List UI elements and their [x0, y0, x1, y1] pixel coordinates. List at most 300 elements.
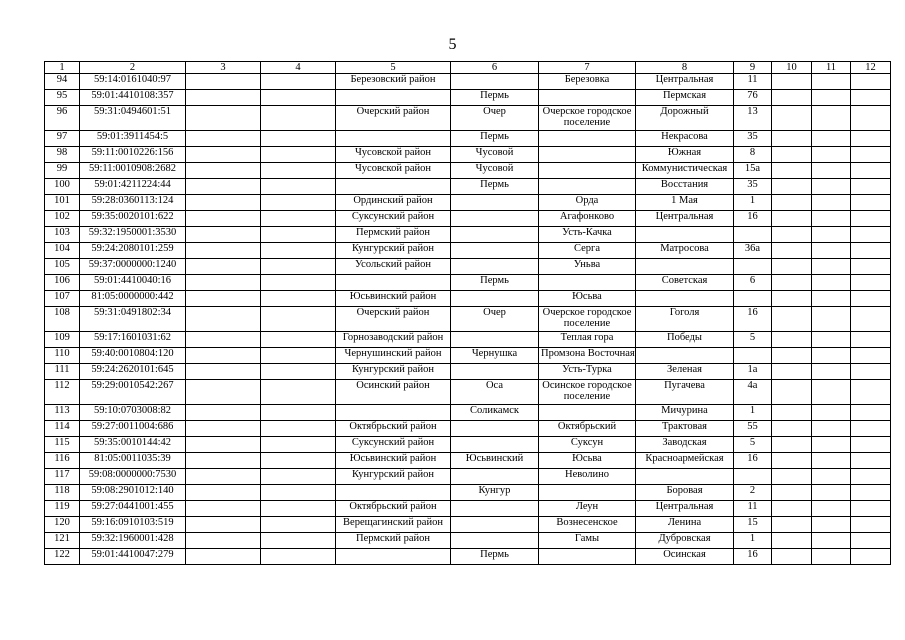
column-header-6: 6 — [451, 62, 539, 74]
cell-row-number: 116 — [45, 453, 80, 469]
cell-street: Трактовая — [636, 421, 734, 437]
cell-street: Центральная — [636, 211, 734, 227]
cell-col-4 — [261, 90, 336, 106]
cell-house-number: 2 — [734, 485, 772, 501]
table-row — [45, 469, 891, 485]
cell-col-3 — [186, 211, 261, 227]
cell-col-10 — [772, 501, 812, 517]
cell-house-number: 1 — [734, 405, 772, 421]
cell-col-4 — [261, 74, 336, 90]
cell-col-12 — [851, 332, 891, 348]
cell-col-11 — [812, 501, 851, 517]
cell-settlement — [539, 163, 636, 179]
cell-col-3 — [186, 421, 261, 437]
cell-col-12 — [851, 380, 891, 405]
cell-col-10 — [772, 405, 812, 421]
cell-col-12 — [851, 211, 891, 227]
cell-street: Коммунистическая — [636, 163, 734, 179]
cell-house-number: 16 — [734, 453, 772, 469]
header-row — [45, 62, 891, 74]
cell-street — [636, 259, 734, 275]
cell-district: Октябрьский район — [336, 421, 451, 437]
cell-col-11 — [812, 517, 851, 533]
cell-col-12 — [851, 227, 891, 243]
cell-city — [451, 195, 539, 211]
cell-col-3 — [186, 307, 261, 332]
table-row — [45, 517, 891, 533]
column-header-11: 11 — [812, 62, 851, 74]
table-row — [45, 437, 891, 453]
cell-col-11 — [812, 106, 851, 131]
cell-city — [451, 243, 539, 259]
cell-col-12 — [851, 307, 891, 332]
cell-row-number: 101 — [45, 195, 80, 211]
cell-house-number: 11 — [734, 501, 772, 517]
cell-col-4 — [261, 163, 336, 179]
cell-col-11 — [812, 348, 851, 364]
cell-settlement: Юсьва — [539, 291, 636, 307]
cell-district: Суксунский район — [336, 211, 451, 227]
cell-row-number: 122 — [45, 549, 80, 565]
cell-settlement: Осинское городское поселение — [539, 380, 636, 405]
cell-col-10 — [772, 380, 812, 405]
cell-col-11 — [812, 332, 851, 348]
table-row — [45, 163, 891, 179]
cell-house-number: 36а — [734, 243, 772, 259]
cell-col-11 — [812, 469, 851, 485]
cell-cadastral-number: 59:40:0010804:120 — [80, 348, 186, 364]
cell-city: Чернушка — [451, 348, 539, 364]
cell-cadastral-number: 59:32:1960001:428 — [80, 533, 186, 549]
cell-col-10 — [772, 259, 812, 275]
cell-settlement: Усть-Турка — [539, 364, 636, 380]
cell-col-4 — [261, 259, 336, 275]
cell-district — [336, 90, 451, 106]
cell-col-10 — [772, 533, 812, 549]
cell-city — [451, 291, 539, 307]
cell-col-11 — [812, 291, 851, 307]
table-row — [45, 227, 891, 243]
cell-cadastral-number: 59:10:0703008:82 — [80, 405, 186, 421]
cell-city — [451, 332, 539, 348]
cell-city — [451, 364, 539, 380]
cell-col-4 — [261, 485, 336, 501]
cell-house-number: 5 — [734, 437, 772, 453]
cell-col-4 — [261, 195, 336, 211]
cell-row-number: 110 — [45, 348, 80, 364]
cell-col-10 — [772, 421, 812, 437]
cell-col-11 — [812, 131, 851, 147]
cell-col-3 — [186, 163, 261, 179]
cell-settlement: Усть-Качка — [539, 227, 636, 243]
cell-col-4 — [261, 275, 336, 291]
column-header-3: 3 — [186, 62, 261, 74]
cell-house-number: 1а — [734, 364, 772, 380]
cell-row-number: 109 — [45, 332, 80, 348]
cell-district: Горнозаводский район — [336, 332, 451, 348]
cell-col-11 — [812, 364, 851, 380]
cell-col-12 — [851, 549, 891, 565]
cell-settlement: Очерское городское поселение — [539, 106, 636, 131]
cell-cadastral-number: 59:35:0010144:42 — [80, 437, 186, 453]
cell-col-3 — [186, 348, 261, 364]
table-row — [45, 364, 891, 380]
cell-house-number: 35 — [734, 179, 772, 195]
cell-col-11 — [812, 243, 851, 259]
cell-settlement — [539, 179, 636, 195]
cell-house-number: 16 — [734, 307, 772, 332]
cell-col-3 — [186, 195, 261, 211]
cell-col-3 — [186, 106, 261, 131]
cell-cadastral-number: 59:01:4211224:44 — [80, 179, 186, 195]
cell-col-12 — [851, 348, 891, 364]
cell-col-10 — [772, 179, 812, 195]
cell-district: Юсьвинский район — [336, 453, 451, 469]
cell-district: Ординский район — [336, 195, 451, 211]
cell-street: Мичурина — [636, 405, 734, 421]
cell-cadastral-number: 59:28:0360113:124 — [80, 195, 186, 211]
cell-city: Пермь — [451, 131, 539, 147]
cell-col-11 — [812, 405, 851, 421]
cell-house-number: 8 — [734, 147, 772, 163]
cell-city — [451, 421, 539, 437]
cell-col-11 — [812, 421, 851, 437]
cell-settlement: Юсьва — [539, 453, 636, 469]
table-row — [45, 533, 891, 549]
cell-cadastral-number: 59:24:2080101:259 — [80, 243, 186, 259]
cell-col-3 — [186, 533, 261, 549]
cell-street: Осинская — [636, 549, 734, 565]
cell-col-10 — [772, 90, 812, 106]
cell-street: Восстания — [636, 179, 734, 195]
cell-cadastral-number: 81:05:0000000:442 — [80, 291, 186, 307]
table-row — [45, 549, 891, 565]
cell-col-11 — [812, 307, 851, 332]
cell-street: Дорожный — [636, 106, 734, 131]
cell-house-number: 6 — [734, 275, 772, 291]
cell-settlement — [539, 90, 636, 106]
cell-house-number: 15 — [734, 517, 772, 533]
cell-col-4 — [261, 364, 336, 380]
cell-col-4 — [261, 307, 336, 332]
cell-col-3 — [186, 485, 261, 501]
table-row — [45, 405, 891, 421]
cell-col-10 — [772, 211, 812, 227]
cell-col-3 — [186, 259, 261, 275]
cell-col-10 — [772, 469, 812, 485]
cell-city: Кунгур — [451, 485, 539, 501]
cell-col-4 — [261, 533, 336, 549]
cell-house-number: 1 — [734, 533, 772, 549]
cell-house-number — [734, 348, 772, 364]
cell-col-12 — [851, 74, 891, 90]
cell-col-3 — [186, 243, 261, 259]
cell-house-number: 15а — [734, 163, 772, 179]
cell-row-number: 121 — [45, 533, 80, 549]
cell-district: Пермский район — [336, 227, 451, 243]
table-row — [45, 307, 891, 332]
cell-row-number: 114 — [45, 421, 80, 437]
cell-city: Соликамск — [451, 405, 539, 421]
table-row — [45, 131, 891, 147]
page-number: 5 — [448, 36, 457, 53]
cell-street: Центральная — [636, 501, 734, 517]
cell-house-number: 4а — [734, 380, 772, 405]
cell-street — [636, 291, 734, 307]
cell-district — [336, 549, 451, 565]
cell-row-number: 107 — [45, 291, 80, 307]
cell-col-12 — [851, 259, 891, 275]
cell-col-11 — [812, 163, 851, 179]
cell-col-10 — [772, 131, 812, 147]
cell-street: Дубровская — [636, 533, 734, 549]
cell-street: Пермская — [636, 90, 734, 106]
cell-settlement — [539, 405, 636, 421]
cell-col-12 — [851, 533, 891, 549]
cell-row-number: 98 — [45, 147, 80, 163]
cell-row-number: 118 — [45, 485, 80, 501]
cell-col-12 — [851, 469, 891, 485]
cell-city: Чусовой — [451, 163, 539, 179]
cell-street: Центральная — [636, 74, 734, 90]
cell-col-4 — [261, 131, 336, 147]
cell-col-10 — [772, 549, 812, 565]
cell-district: Кунгурский район — [336, 243, 451, 259]
cell-col-3 — [186, 332, 261, 348]
cell-cadastral-number: 59:08:0000000:7530 — [80, 469, 186, 485]
cell-col-11 — [812, 211, 851, 227]
table-row — [45, 179, 891, 195]
cell-col-3 — [186, 227, 261, 243]
cell-row-number: 104 — [45, 243, 80, 259]
cell-house-number — [734, 259, 772, 275]
cell-col-3 — [186, 501, 261, 517]
cell-street: Пугачева — [636, 380, 734, 405]
column-header-1: 1 — [45, 62, 80, 74]
cell-col-10 — [772, 332, 812, 348]
cell-settlement: Очерское городское поселение — [539, 307, 636, 332]
cell-col-4 — [261, 469, 336, 485]
cell-col-4 — [261, 227, 336, 243]
cell-row-number: 115 — [45, 437, 80, 453]
cell-col-11 — [812, 227, 851, 243]
table-row — [45, 195, 891, 211]
cell-cadastral-number: 59:14:0161040:97 — [80, 74, 186, 90]
cell-col-12 — [851, 485, 891, 501]
cell-col-11 — [812, 74, 851, 90]
cell-cadastral-number: 59:11:0010226:156 — [80, 147, 186, 163]
cell-col-3 — [186, 364, 261, 380]
column-header-5: 5 — [336, 62, 451, 74]
cell-settlement — [539, 549, 636, 565]
cell-col-12 — [851, 437, 891, 453]
cell-settlement: Промзона Восточная — [539, 348, 636, 364]
cell-col-12 — [851, 275, 891, 291]
cell-district: Березовский район — [336, 74, 451, 90]
cell-street: Гоголя — [636, 307, 734, 332]
table-body — [45, 74, 891, 565]
cell-col-10 — [772, 163, 812, 179]
cell-col-12 — [851, 501, 891, 517]
cell-col-3 — [186, 291, 261, 307]
cell-house-number: 76 — [734, 90, 772, 106]
cell-cadastral-number: 59:27:0441001:455 — [80, 501, 186, 517]
cell-col-10 — [772, 453, 812, 469]
cell-district: Кунгурский район — [336, 469, 451, 485]
cell-row-number: 100 — [45, 179, 80, 195]
cell-district: Верещагинский район — [336, 517, 451, 533]
cell-row-number: 95 — [45, 90, 80, 106]
cell-row-number: 96 — [45, 106, 80, 131]
column-header-4: 4 — [261, 62, 336, 74]
cell-cadastral-number: 59:24:2620101:645 — [80, 364, 186, 380]
cell-district: Чернушинский район — [336, 348, 451, 364]
cell-col-12 — [851, 163, 891, 179]
cell-house-number: 35 — [734, 131, 772, 147]
cell-cadastral-number: 59:31:0494601:51 — [80, 106, 186, 131]
cell-cadastral-number: 59:08:2901012:140 — [80, 485, 186, 501]
table-row — [45, 259, 891, 275]
cell-city: Юсьвинский — [451, 453, 539, 469]
cell-row-number: 112 — [45, 380, 80, 405]
table-row — [45, 90, 891, 106]
cell-col-11 — [812, 179, 851, 195]
cell-district: Очерский район — [336, 307, 451, 332]
cell-district: Чусовской район — [336, 147, 451, 163]
cell-row-number: 99 — [45, 163, 80, 179]
cell-city — [451, 501, 539, 517]
cell-col-12 — [851, 517, 891, 533]
cell-cadastral-number: 59:11:0010908:2682 — [80, 163, 186, 179]
cell-district: Пермский район — [336, 533, 451, 549]
cell-row-number: 113 — [45, 405, 80, 421]
cell-street: Советская — [636, 275, 734, 291]
cell-col-4 — [261, 106, 336, 131]
cell-district: Кунгурский район — [336, 364, 451, 380]
cell-city — [451, 469, 539, 485]
cell-col-12 — [851, 195, 891, 211]
cell-row-number: 106 — [45, 275, 80, 291]
cell-col-4 — [261, 517, 336, 533]
cell-settlement: Леун — [539, 501, 636, 517]
cell-cadastral-number: 59:01:4410040:16 — [80, 275, 186, 291]
cell-col-3 — [186, 131, 261, 147]
cell-settlement: Теплая гора — [539, 332, 636, 348]
cell-col-10 — [772, 106, 812, 131]
cell-settlement: Вознесенское — [539, 517, 636, 533]
cell-col-10 — [772, 364, 812, 380]
cell-house-number: 11 — [734, 74, 772, 90]
cell-row-number: 103 — [45, 227, 80, 243]
cell-street: Матросова — [636, 243, 734, 259]
cell-col-12 — [851, 179, 891, 195]
table-row — [45, 332, 891, 348]
cell-row-number: 119 — [45, 501, 80, 517]
cell-cadastral-number: 59:16:0910103:519 — [80, 517, 186, 533]
cell-house-number: 16 — [734, 211, 772, 227]
cell-col-3 — [186, 90, 261, 106]
cell-street: Южная — [636, 147, 734, 163]
cell-col-10 — [772, 517, 812, 533]
cell-col-11 — [812, 380, 851, 405]
cell-col-10 — [772, 307, 812, 332]
cell-col-10 — [772, 275, 812, 291]
cell-settlement: Октябрьский — [539, 421, 636, 437]
cell-col-11 — [812, 147, 851, 163]
cell-col-10 — [772, 437, 812, 453]
cell-row-number: 108 — [45, 307, 80, 332]
cell-street: Боровая — [636, 485, 734, 501]
cell-street: Красноармейская — [636, 453, 734, 469]
cell-row-number: 97 — [45, 131, 80, 147]
cell-cadastral-number: 59:31:0491802:34 — [80, 307, 186, 332]
cell-city — [451, 211, 539, 227]
column-header-7: 7 — [539, 62, 636, 74]
cell-district — [336, 179, 451, 195]
cell-col-3 — [186, 74, 261, 90]
cell-cadastral-number: 59:35:0020101:622 — [80, 211, 186, 227]
cell-col-10 — [772, 348, 812, 364]
cell-city: Пермь — [451, 90, 539, 106]
cell-col-10 — [772, 485, 812, 501]
cell-col-3 — [186, 147, 261, 163]
cell-row-number: 102 — [45, 211, 80, 227]
table-row — [45, 147, 891, 163]
cell-settlement: Гамы — [539, 533, 636, 549]
column-header-12: 12 — [851, 62, 891, 74]
cell-district: Осинский район — [336, 380, 451, 405]
cell-col-4 — [261, 291, 336, 307]
cell-col-3 — [186, 437, 261, 453]
cell-district: Юсьвинский район — [336, 291, 451, 307]
cell-district: Суксунский район — [336, 437, 451, 453]
cell-col-4 — [261, 243, 336, 259]
cell-col-4 — [261, 179, 336, 195]
cell-col-4 — [261, 421, 336, 437]
table-row — [45, 348, 891, 364]
cell-city — [451, 259, 539, 275]
cell-street: 1 Мая — [636, 195, 734, 211]
cell-district — [336, 405, 451, 421]
registry-table — [44, 61, 891, 565]
cell-street — [636, 348, 734, 364]
table-row — [45, 275, 891, 291]
cell-col-4 — [261, 380, 336, 405]
table-row — [45, 501, 891, 517]
cell-city — [451, 533, 539, 549]
cell-row-number: 120 — [45, 517, 80, 533]
cell-col-4 — [261, 211, 336, 227]
cell-district: Октябрьский район — [336, 501, 451, 517]
cell-col-3 — [186, 179, 261, 195]
cell-row-number: 111 — [45, 364, 80, 380]
cell-col-10 — [772, 291, 812, 307]
cell-col-12 — [851, 453, 891, 469]
cell-cadastral-number: 59:01:3911454:5 — [80, 131, 186, 147]
cell-house-number: 13 — [734, 106, 772, 131]
table-row — [45, 243, 891, 259]
table-row — [45, 291, 891, 307]
cell-col-3 — [186, 549, 261, 565]
cell-col-4 — [261, 348, 336, 364]
cell-col-11 — [812, 90, 851, 106]
cell-col-12 — [851, 243, 891, 259]
cell-cadastral-number: 81:05:0011035:39 — [80, 453, 186, 469]
cell-col-3 — [186, 380, 261, 405]
cell-district — [336, 275, 451, 291]
cell-settlement: Березовка — [539, 74, 636, 90]
cell-cadastral-number: 59:29:0010542:267 — [80, 380, 186, 405]
